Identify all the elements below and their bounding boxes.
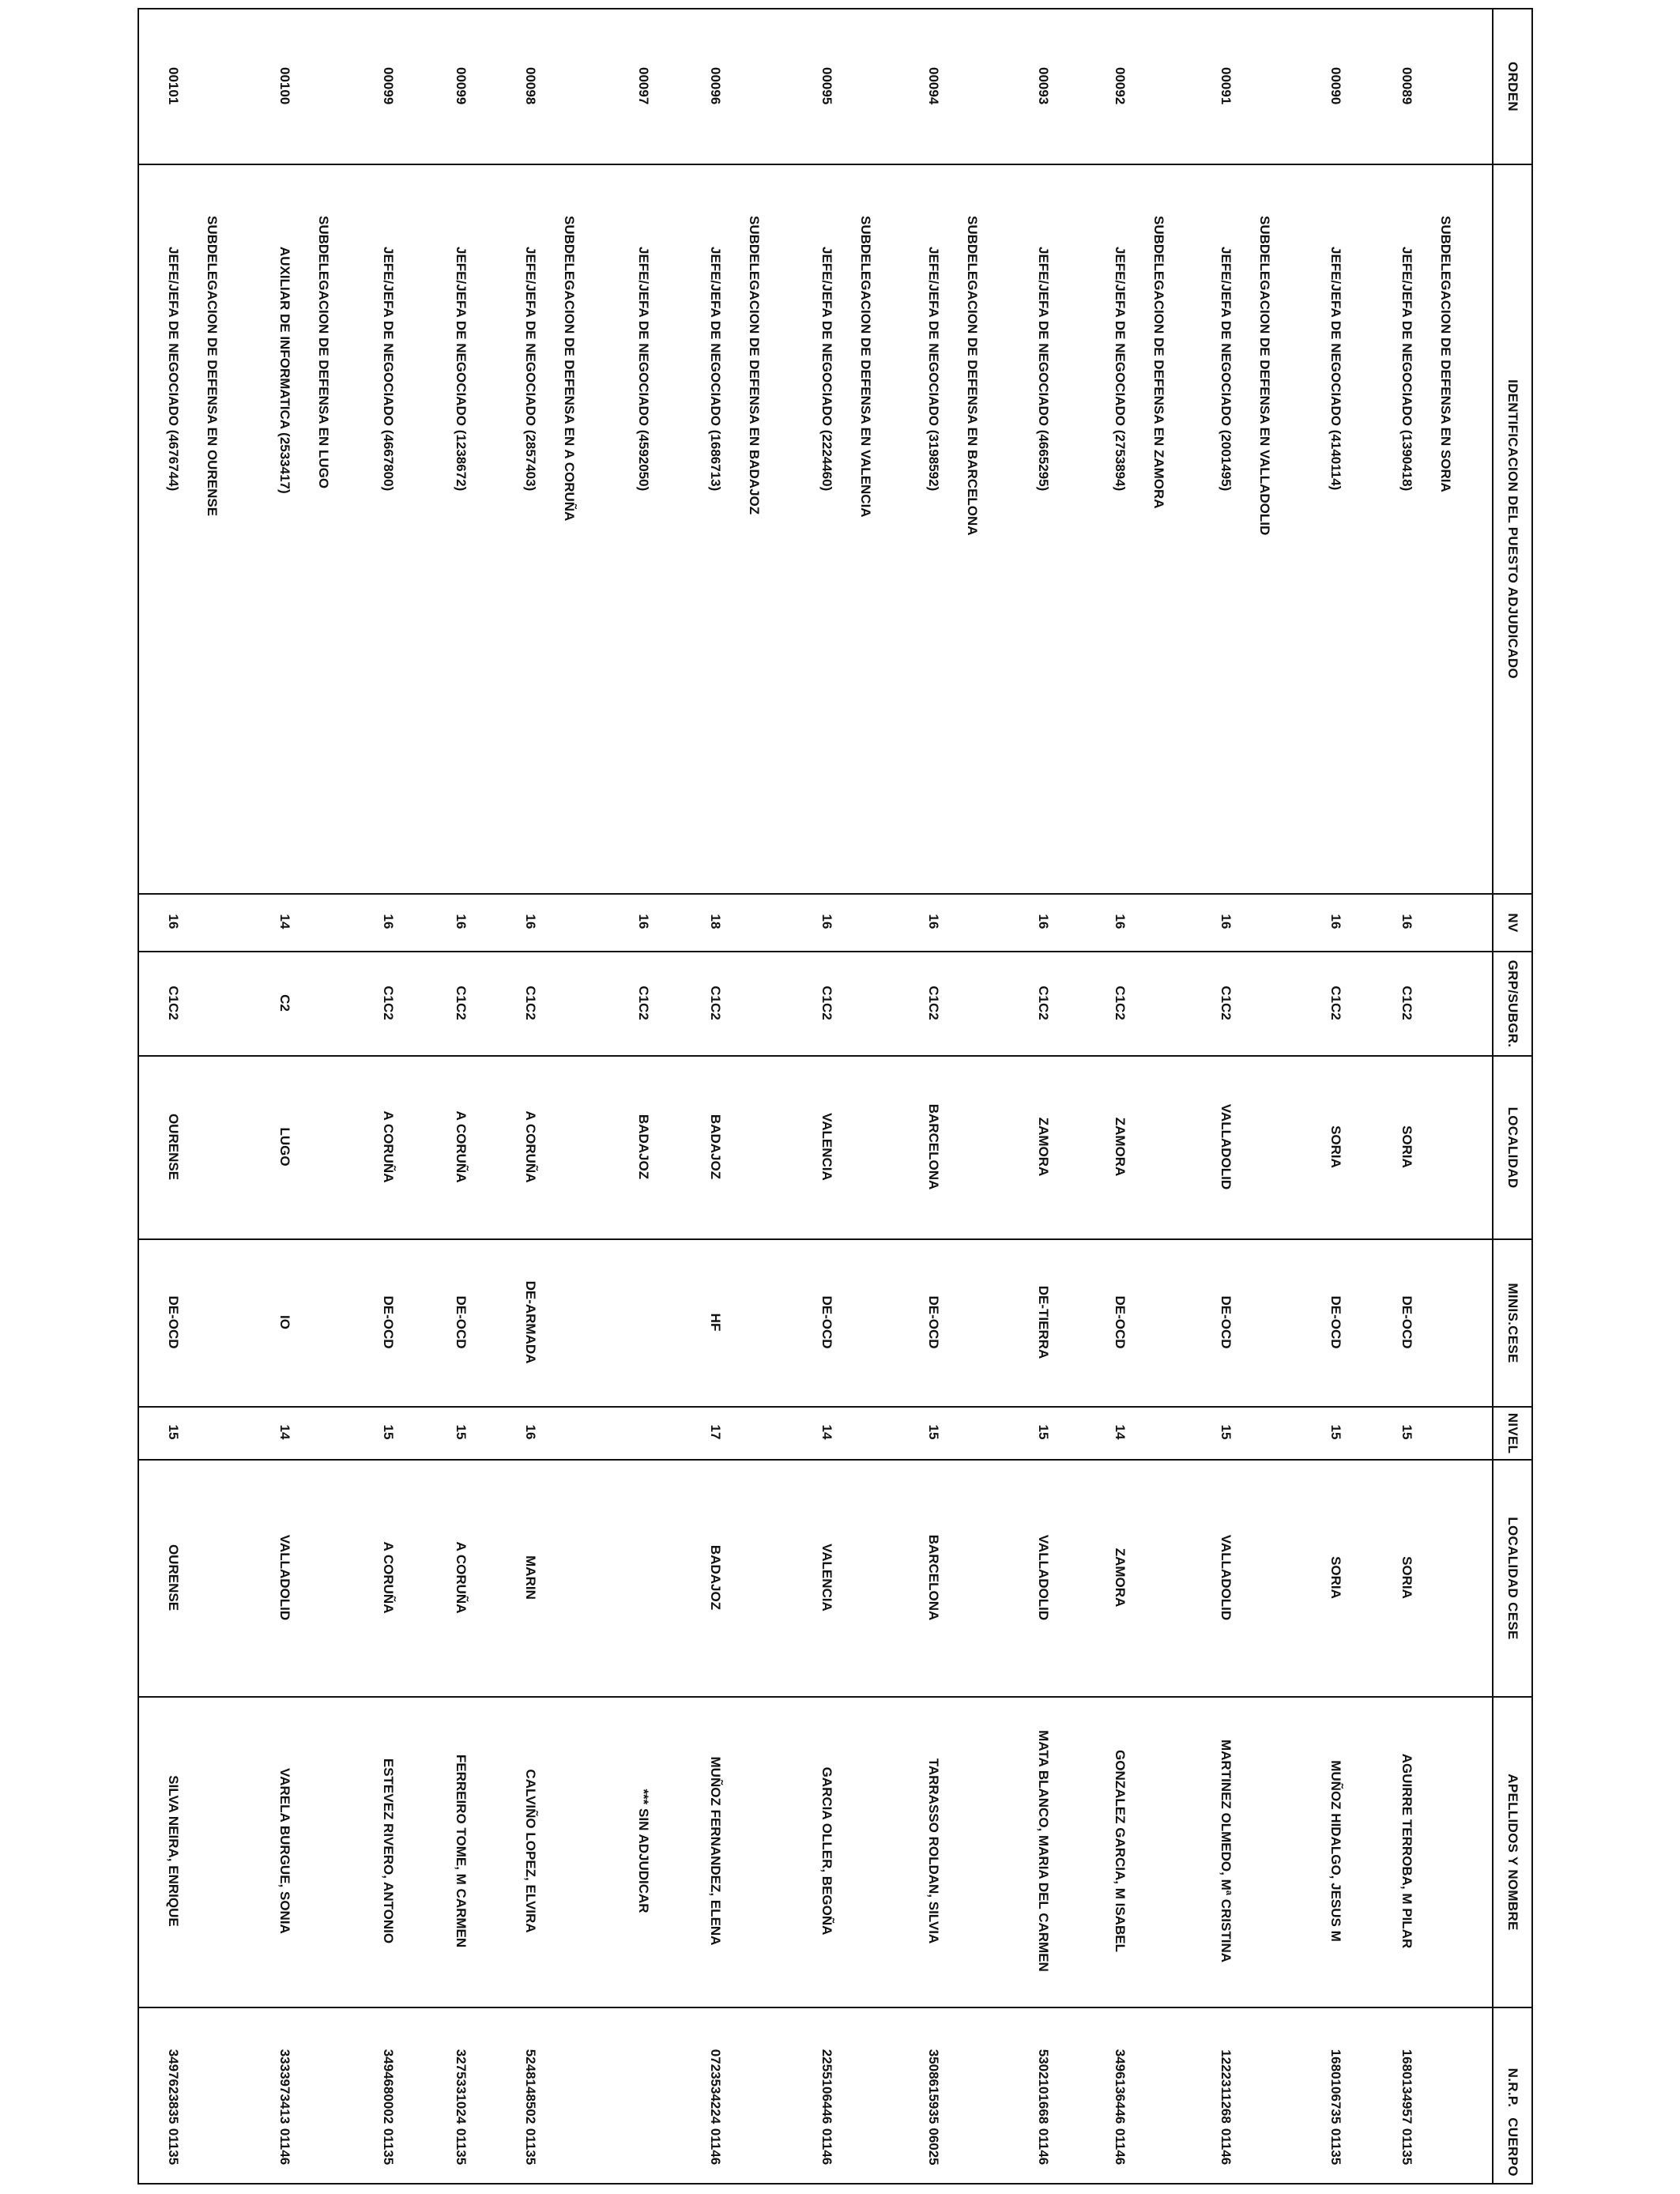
cell-localidad: ZAMORA [1113,1117,1128,1177]
cell-grupo: C2 [277,994,292,1012]
cell-minis-cese: DE-OCD [166,1295,181,1349]
cell-orden: 00093 [1036,67,1051,105]
cell-orden: 00092 [1113,67,1128,105]
cell-grupo: C1C2 [1219,986,1234,1020]
cell-grupo: C1C2 [1399,986,1414,1020]
cell-nombre: ESTEVEZ RIVERO, ANTONIO [381,1758,396,1944]
cell-grupo: C1C2 [1328,986,1343,1020]
cell-localidad: VALLADOLID [1219,1103,1234,1190]
cell-nombre: FERREIRO TOME, M CARMEN [454,1754,469,1948]
cell-localidad-cese: VALLADOLID [1219,1534,1234,1621]
cell-grupo: C1C2 [454,986,469,1020]
cell-grupo: C1C2 [523,986,538,1020]
cell-minis-cese: DE-OCD [819,1295,834,1349]
cell-localidad-cese: OURENSE [166,1544,181,1612]
header-localidad-cese: LOCALIDAD CESE [1494,1459,1531,1696]
cell-cuerpo: 01135 [1399,2128,1414,2166]
cell-grupo: C1C2 [708,986,723,1020]
cell-puesto: JEFE/JEFA DE NEGOCIADO (1238672) [454,247,469,492]
cell-minis-cese: DE-OCD [926,1295,941,1349]
cell-nv: 16 [1113,914,1128,929]
cell-nv: 16 [926,914,941,929]
cell-nivel: 15 [1036,1424,1051,1440]
cell-puesto: JEFE/JEFA DE NEGOCIADO (2224460) [819,247,834,492]
cell-nv: 16 [1328,914,1343,929]
cell-nrp: 1222311268 [1219,2049,1234,2124]
cell-grupo: C1C2 [1036,986,1051,1020]
cell-cuerpo: 01146 [708,2128,723,2166]
cell-localidad-cese: A CORUÑA [381,1541,396,1614]
cell-localidad-cese: VALLADOLID [1036,1534,1051,1621]
cell-nivel: 15 [926,1424,941,1440]
cell-nivel: 15 [166,1424,181,1440]
cell-puesto: JEFE/JEFA DE NEGOCIADO (3198592) [926,247,941,492]
cell-nrp: 5248148502 [523,2049,538,2124]
cell-nv: 16 [454,914,469,929]
cell-nv: 16 [381,914,396,929]
header-nv: NV [1494,893,1531,951]
cell-localidad-cese: VALENCIA [819,1544,834,1612]
cell-minis-cese: DE-OCD [381,1295,396,1349]
unit-heading: SUBDELEGACION DE DEFENSA EN SORIA [1438,216,1453,492]
cell-nivel: 14 [819,1424,834,1440]
cell-nv: 16 [636,914,651,929]
cell-orden: 00100 [277,67,292,105]
cell-nrp: 5302101668 [1036,2049,1051,2124]
cell-orden: 00099 [454,67,469,105]
unit-heading: SUBDELEGACION DE DEFENSA EN VALENCIA [858,216,873,518]
cell-nombre: MATA BLANCO, MARIA DEL CARMEN [1036,1730,1051,1972]
cell-nv: 18 [708,914,723,929]
cell-puesto: JEFE/JEFA DE NEGOCIADO (4667800) [381,247,396,492]
header-grupo: GRP/SUBGR. [1494,951,1531,1055]
cell-nrp: 1680106735 [1328,2049,1343,2124]
cell-nv: 16 [1219,914,1234,929]
cell-nombre: AGUIRRE TERROBA, M PILAR [1399,1753,1414,1949]
header-localidad: LOCALIDAD [1494,1055,1531,1238]
cell-localidad: LUGO [277,1127,292,1167]
cell-puesto: JEFE/JEFA DE NEGOCIADO (1686713) [708,247,723,492]
cell-nombre: VARELA BURGUE, SONIA [277,1768,292,1934]
cell-cuerpo: 01146 [1219,2128,1234,2166]
cell-nivel: 15 [1328,1424,1343,1440]
cell-nrp: 3275331024 [454,2049,469,2124]
cell-minis-cese: DE-OCD [1328,1295,1343,1349]
cell-cuerpo: 01135 [454,2128,469,2166]
cell-minis-cese: DE-TIERRA [1036,1285,1051,1359]
cell-localidad-cese: SORIA [1328,1556,1343,1599]
cell-nv: 14 [277,914,292,929]
cell-cuerpo: 06025 [926,2128,941,2166]
cell-orden: 00091 [1219,67,1234,105]
cell-localidad: SORIA [1399,1125,1414,1168]
cell-localidad: A CORUÑA [454,1110,469,1183]
column-divider [139,1055,1494,1057]
cell-nivel: 15 [454,1424,469,1440]
column-divider [139,2007,1494,2008]
cell-grupo: C1C2 [819,986,834,1020]
cell-nv: 16 [1036,914,1051,929]
cell-nv: 16 [166,914,181,929]
cell-cuerpo: 01135 [381,2128,396,2166]
cell-localidad-cese: ZAMORA [1113,1547,1128,1608]
cell-localidad-cese: A CORUÑA [454,1541,469,1614]
cell-orden: 00097 [636,67,651,105]
cell-nivel: 17 [708,1424,723,1440]
cell-localidad: A CORUÑA [523,1110,538,1183]
cell-orden: 00099 [381,67,396,105]
header-orden: ORDEN [1505,62,1520,111]
cell-nombre: CALVIÑO LOPEZ, ELVIRA [523,1769,538,1933]
cell-orden: 00094 [926,67,941,105]
cell-nombre: GARCIA OLLER, BEGOÑA [819,1766,834,1936]
cell-cuerpo: 01146 [819,2128,834,2166]
column-divider [139,951,1494,952]
cell-nombre: SILVA NEIRA, ENRIQUE [166,1775,181,1927]
cell-orden: 00096 [708,67,723,105]
cell-minis-cese: DE-ARMADA [523,1280,538,1364]
cell-cuerpo: 01135 [166,2128,181,2166]
cell-localidad-cese: MARIN [523,1555,538,1600]
cell-cuerpo: 01146 [1036,2128,1051,2166]
header-minis-cese: MINIS.CESE [1494,1238,1531,1406]
cell-nrp: 0723534224 [708,2049,723,2124]
cell-nombre: GONZALEZ GARCIA, M ISABEL [1113,1750,1128,1952]
cell-puesto: JEFE/JEFA DE NEGOCIADO (4665295) [1036,247,1051,492]
cell-nombre: MUÑOZ FERNANDEZ, ELENA [708,1756,723,1946]
cell-minis-cese: IO [277,1315,292,1329]
column-divider [139,1696,1494,1698]
cell-localidad: A CORUÑA [381,1110,396,1183]
unit-heading: SUBDELEGACION DE DEFENSA EN BARCELONA [965,216,980,536]
cell-puesto: JEFE/JEFA DE NEGOCIADO (2753894) [1113,247,1128,492]
cell-orden: 00101 [166,67,181,105]
cell-nombre: *** SIN ADJUDICAR [636,1789,651,1913]
cell-localidad: BADAJOZ [636,1114,651,1180]
cell-localidad: VALENCIA [819,1113,834,1181]
header-identificacion: IDENTIFICACION DEL PUESTO ADJUDICADO [1494,164,1531,893]
cell-grupo: C1C2 [926,986,941,1020]
column-divider [139,1459,1494,1461]
header-cuerpo: CUERPO [1505,2117,1520,2177]
unit-heading: SUBDELEGACION DE DEFENSA EN LUGO [316,216,331,489]
cell-localidad-cese: BARCELONA [926,1534,941,1621]
cell-cuerpo: 01146 [1113,2128,1128,2166]
cell-cuerpo: 01135 [1328,2128,1343,2166]
unit-heading: SUBDELEGACION DE DEFENSA EN BADAJOZ [747,216,762,515]
cell-orden: 00098 [523,67,538,105]
cell-nivel: 15 [381,1424,396,1440]
unit-heading: SUBDELEGACION DE DEFENSA EN ZAMORA [1151,216,1166,509]
cell-nombre: MARTINEZ OLMEDO, Mª CRISTINA [1219,1739,1234,1963]
cell-puesto: JEFE/JEFA DE NEGOCIADO (2857403) [523,247,538,492]
table-header [1492,9,1531,2183]
cell-nv: 16 [523,914,538,929]
cell-localidad: SORIA [1328,1125,1343,1168]
cell-localidad: BARCELONA [926,1103,941,1190]
cell-localidad-cese: VALLADOLID [277,1534,292,1621]
cell-orden: 00090 [1328,67,1343,105]
column-divider [139,893,1494,895]
cell-nivel: 14 [1113,1424,1128,1440]
cell-orden: 00089 [1399,67,1414,105]
cell-nivel: 16 [523,1424,538,1440]
cell-nrp: 1680134957 [1399,2049,1414,2124]
cell-minis-cese: DE-OCD [1219,1295,1234,1349]
cell-nrp: 3496136446 [1113,2049,1128,2124]
cell-nivel: 15 [1219,1424,1234,1440]
cell-cuerpo: 01135 [523,2128,538,2166]
cell-nombre: TARRASSO ROLDAN, SILVIA [926,1758,941,1944]
cell-localidad-cese: BADAJOZ [708,1544,723,1611]
cell-nivel: 15 [1399,1424,1414,1440]
assignments-table [137,8,1533,2185]
cell-minis-cese: DE-OCD [454,1295,469,1349]
header-nivel: NIVEL [1494,1406,1531,1459]
cell-puesto: JEFE/JEFA DE NEGOCIADO (1390418) [1399,247,1414,492]
cell-grupo: C1C2 [1113,986,1128,1020]
cell-puesto: AUXILIAR DE INFORMATICA (2533417) [277,247,292,494]
cell-localidad: OURENSE [166,1113,181,1181]
cell-nrp: 2255106446 [819,2049,834,2124]
cell-localidad-cese: SORIA [1399,1556,1414,1599]
cell-puesto: JEFE/JEFA DE NEGOCIADO (4592050) [636,247,651,492]
header-apellidos: APELLIDOS Y NOMBRE [1494,1696,1531,2007]
cell-puesto: JEFE/JEFA DE NEGOCIADO (2001495) [1219,247,1234,492]
cell-orden: 00095 [819,67,834,105]
cell-grupo: C1C2 [636,986,651,1020]
cell-nrp: 3494680002 [381,2049,396,2124]
cell-grupo: C1C2 [166,986,181,1020]
header-nrp: N.R.P. [1494,2007,1531,2167]
cell-nv: 16 [1399,914,1414,929]
cell-nrp: 3497623835 [166,2049,181,2124]
column-divider [139,1406,1494,1408]
cell-localidad: BADAJOZ [708,1114,723,1180]
cell-nv: 16 [819,914,834,929]
cell-nrp: 3333973413 [277,2049,292,2124]
cell-nivel: 14 [277,1424,292,1440]
unit-heading: SUBDELEGACION DE DEFENSA EN OURENSE [205,216,220,517]
cell-localidad: ZAMORA [1036,1117,1051,1177]
cell-cuerpo: 01146 [277,2128,292,2166]
cell-puesto: JEFE/JEFA DE NEGOCIADO (4140114) [1328,247,1343,491]
cell-minis-cese: DE-OCD [1113,1295,1128,1349]
cell-minis-cese: HF [708,1313,723,1332]
unit-heading: SUBDELEGACION DE DEFENSA EN VALLADOLID [1257,216,1272,536]
column-divider [139,164,1494,165]
cell-grupo: C1C2 [381,986,396,1020]
unit-heading: SUBDELEGACION DE DEFENSA EN A CORUÑA [562,216,577,522]
cell-puesto: JEFE/JEFA DE NEGOCIADO (4676744) [166,247,181,492]
cell-nrp: 3508615935 [926,2049,941,2124]
cell-minis-cese: DE-OCD [1399,1295,1414,1349]
cell-nombre: MUÑOZ HIDALGO, JESUS M [1328,1760,1343,1942]
column-divider [139,1238,1494,1240]
